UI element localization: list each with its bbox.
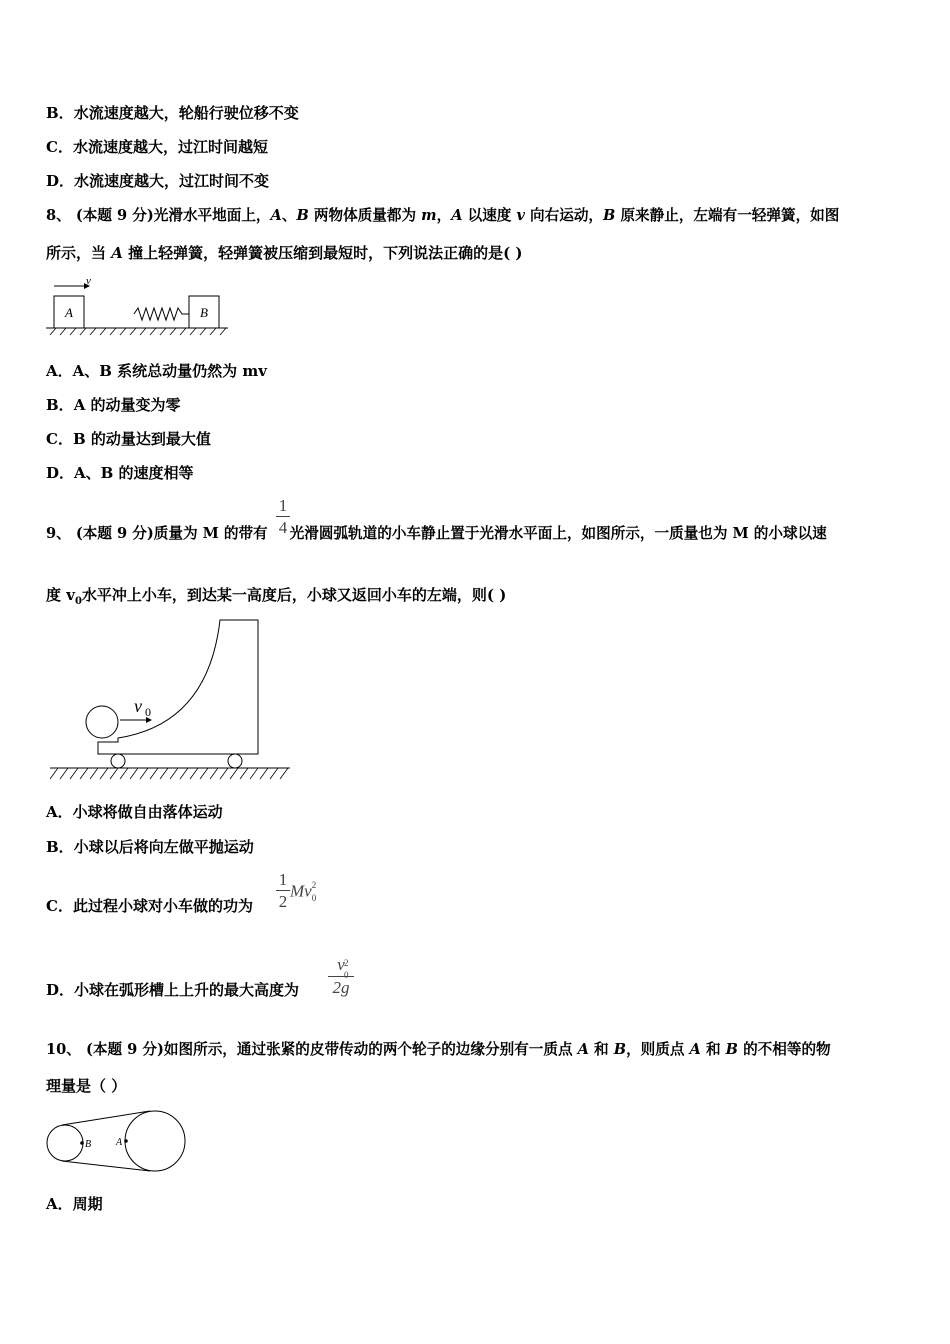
q9-option-d [46,979,299,1000]
spring [134,308,189,320]
ground-hatch [50,328,226,335]
q9-option-c [46,895,253,916]
stem-text: 原来静止，左端有一轻弹簧，如图 [615,207,840,224]
fraction-denominator: 2g [328,976,354,999]
option-key: A． [46,1195,73,1213]
point-a-label: A [116,1137,123,1148]
work-formula [276,870,320,913]
q10-stem-line2 [46,1075,126,1096]
option-text: A 的动量变为零 [73,396,181,414]
wheel-right [228,754,242,768]
option-text: 水流速度越大，轮船行驶位移不变 [73,104,299,122]
q8-option-a [46,360,267,381]
var-a: A [111,244,123,262]
var-b: B [725,1041,738,1058]
question-score: (本题 9 分) [86,1041,164,1058]
q9-option-b [46,836,254,857]
option-key: D． [46,464,75,482]
formula-expr: Mv [290,881,312,901]
var-a: A [270,207,282,224]
stem-text: 和 [700,1041,726,1058]
option-key: A． [46,362,73,380]
q10-belt-figure [44,1106,194,1176]
option-text: A、B 系统总动量仍然为 mv [72,362,267,380]
option-key: B． [46,396,74,414]
var-m: m [421,207,437,224]
var-v: v [516,207,525,224]
option-key: A． [46,803,73,821]
option-text: A、B 的速度相等 [74,464,194,482]
var-b: B [613,1041,627,1058]
var-a: A [451,207,463,224]
velocity-label: v [86,275,91,287]
var-b: B [603,207,616,224]
option-text: 水流速度越大，过江时间不变 [74,172,270,190]
fraction-numerator: 1 [278,496,288,515]
fraction-denominator: 2 [276,890,290,913]
stem-text: 所示，当 [46,244,112,262]
large-wheel [125,1111,185,1171]
var-a: A [577,1041,589,1058]
q8-option-c [46,428,211,449]
velocity-label: v [134,696,142,716]
option-key: D． [46,981,75,999]
stem-text: 理量是（ ） [46,1077,127,1095]
q9-stem-line1 [46,522,827,543]
option-key: C． [46,430,73,448]
var-a: A [689,1041,701,1058]
stem-text: 和 [588,1041,614,1058]
option-key: D． [46,172,75,190]
question-score: (本题 9 分) [75,207,154,224]
stem-text: 质量为 M 的带有 [153,525,268,542]
stem-text: 的不相等的物 [737,1041,831,1058]
superscript: 2 [344,958,349,968]
q8-spring-figure [46,272,236,342]
q9-option-a [46,801,223,822]
option-text: 周期 [72,1195,103,1213]
stem-text: 撞上轻弹簧，轻弹簧被压缩到最短时，下列说法正确的是( ) [122,244,523,262]
q7-option-c [46,136,268,157]
q7-option-b [46,102,299,123]
option-text: 此过程小球对小车做的功为 [72,897,253,915]
question-number: 9、 [46,525,71,542]
subscript: 0 [311,892,317,903]
q8-stem-line2 [46,242,523,263]
option-key: C． [46,138,73,156]
question-number: 8、 [46,207,71,224]
stem-text: 以速度 [462,207,517,224]
question-number: 10、 [46,1041,81,1058]
point-b [80,1141,84,1145]
subscript: 0 [344,970,349,980]
stem-text: ， [436,207,452,224]
option-text: 小球将做自由落体运动 [72,803,223,821]
fraction-one-quarter [276,496,290,539]
stem-text: 水平冲上小车，到达某一高度后，小球又返回小车的左端，则( ) [81,586,507,604]
q8-option-b [46,394,181,415]
q10-option-a [46,1193,103,1214]
ball [86,706,118,738]
superscript: 2 [311,879,317,890]
stem-text: 光滑水平地面上， [153,207,271,224]
stem-text: 度 v [46,586,75,604]
option-text: 小球以后将向左做平抛运动 [73,838,254,856]
stem-text: 向右运动， [524,207,604,224]
option-key: B． [46,838,74,856]
fraction-denominator: 4 [276,516,290,539]
stem-text: 如图所示，通过张紧的皮带传动的两个轮子的边缘分别有一质点 [163,1041,578,1058]
q8-option-d [46,462,194,483]
fraction-numerator: v [337,955,345,974]
var-b: B [296,207,309,224]
q7-option-d [46,170,269,191]
wheel-left [111,754,125,768]
ground-hatch [50,768,288,779]
stem-text: 光滑圆弧轨道的小车静止置于光滑水平面上，如图所示，一质量也为 M 的小球以速 [289,525,827,542]
cart-body [98,620,258,754]
option-text: 水流速度越大，过江时间越短 [72,138,268,156]
block-a-label: A [65,305,73,320]
option-text: B 的动量达到最大值 [72,430,211,448]
point-a [124,1139,128,1143]
q9-cart-figure [46,616,291,781]
velocity-subscript: 0 [145,705,151,719]
option-key: C． [46,897,73,915]
stem-text: ，则质点 [626,1041,690,1058]
subscript: 0 [74,596,82,607]
option-text: 小球在弧形槽上上升的最大高度为 [74,981,300,999]
stem-text: 两物体质量都为 [308,207,422,224]
q8-stem-line1 [46,204,839,225]
small-wheel [47,1125,83,1161]
option-key: B． [46,104,74,122]
question-score: (本题 9 分) [75,525,154,542]
point-b-label: B [85,1139,92,1150]
q10-stem-line1 [46,1038,831,1059]
q9-stem-line2 [46,584,506,607]
height-formula [328,954,354,999]
block-b-label: B [200,305,208,320]
fraction-numerator: 1 [278,870,288,889]
stem-text: 、 [281,207,297,224]
